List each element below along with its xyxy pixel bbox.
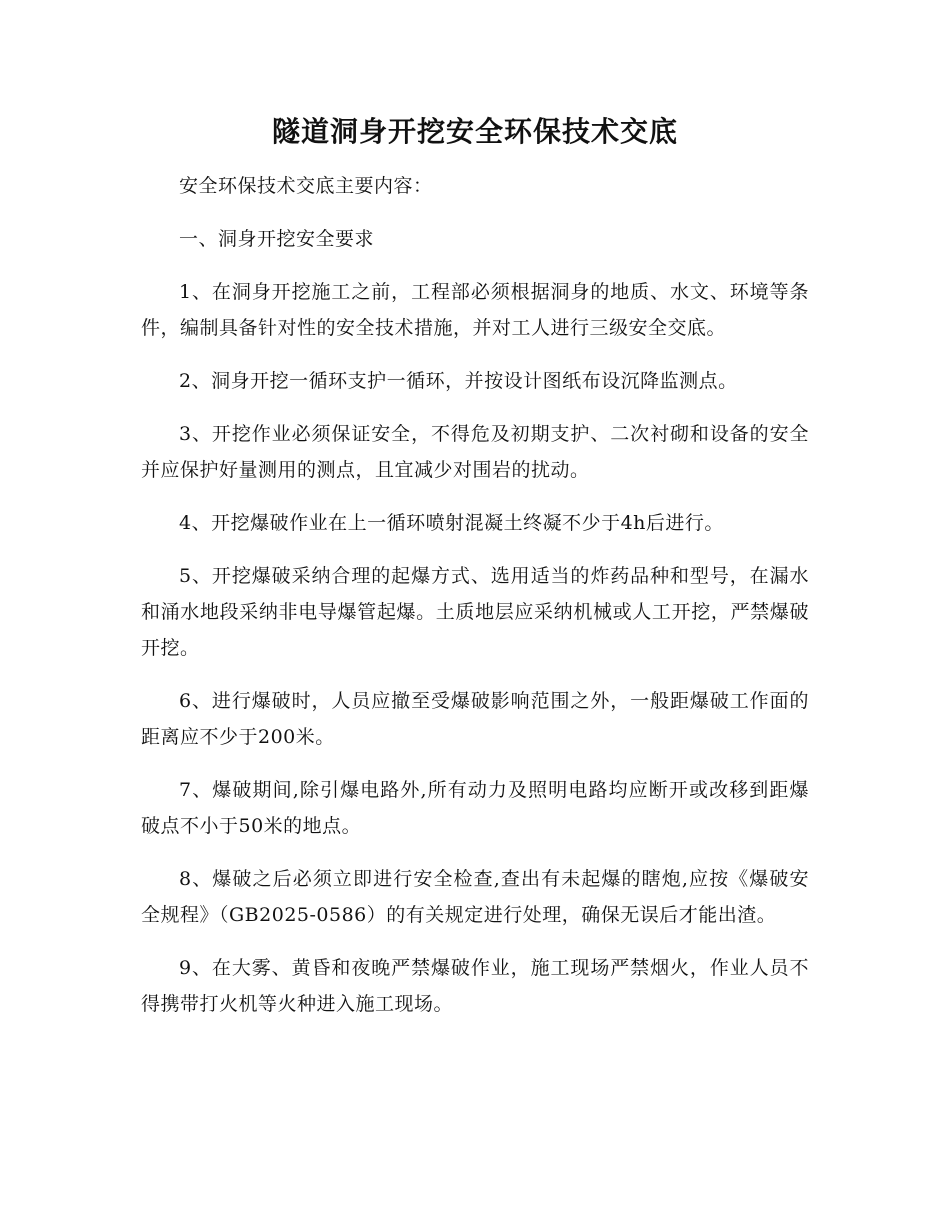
paragraph-item-6: 6、进行爆破时，人员应撤至受爆破影响范围之外，一般距爆破工作面的距离应不少于200米。 (141, 690, 809, 748)
paragraph-item-2: 2、洞身开挖一循环支护一循环，并按设计图纸布设沉降监测点。 (179, 370, 738, 392)
paragraph-item-5: 5、开挖爆破采纳合理的起爆方式、选用适当的炸药品种和型号，在漏水和涌水地段采纳非电导爆管起爆。土质地层应采纳机械或人工开挖，严禁爆破开挖。 (141, 565, 809, 659)
paragraph-item-3: 3、开挖作业必须保证安全，不得危及初期支护、二次衬砌和设备的安全并应保护好量测用的测点，且宜减少对围岩的扰动。 (141, 423, 809, 481)
paragraph-item-8: 8、爆破之后必须立即进行安全检查,查出有未起爆的瞎炮,应按《爆破安全规程》（GB2025-0586）的有关规定进行处理，确保无误后才能出渣。 (141, 868, 809, 926)
document-title: 隧道洞身开挖安全环保技术交底 (271, 115, 678, 148)
paragraph-item-7: 7、爆破期间,除引爆电路外,所有动力及照明电路均应断开或改移到距爆破点不小于50米的地点。 (141, 779, 809, 837)
section-heading: 一、洞身开挖安全要求 (179, 228, 375, 250)
intro-line: 安全环保技术交底主要内容： (179, 175, 433, 197)
document-body (141, 168, 809, 1039)
paragraph-item-9: 9、在大雾、黄昏和夜晚严禁爆破作业，施工现场严禁烟火，作业人员不得携带打火机等火种进入施工现场。 (141, 957, 809, 1015)
paragraph-item-1: 1、在洞身开挖施工之前，工程部必须根据洞身的地质、水文、环境等条件，编制具备针对性的安全技术措施，并对工人进行三级安全交底。 (141, 281, 809, 339)
paragraph-item-4: 4、开挖爆破作业在上一循环喷射混凝土终凝不少于4h后进行。 (179, 512, 724, 534)
